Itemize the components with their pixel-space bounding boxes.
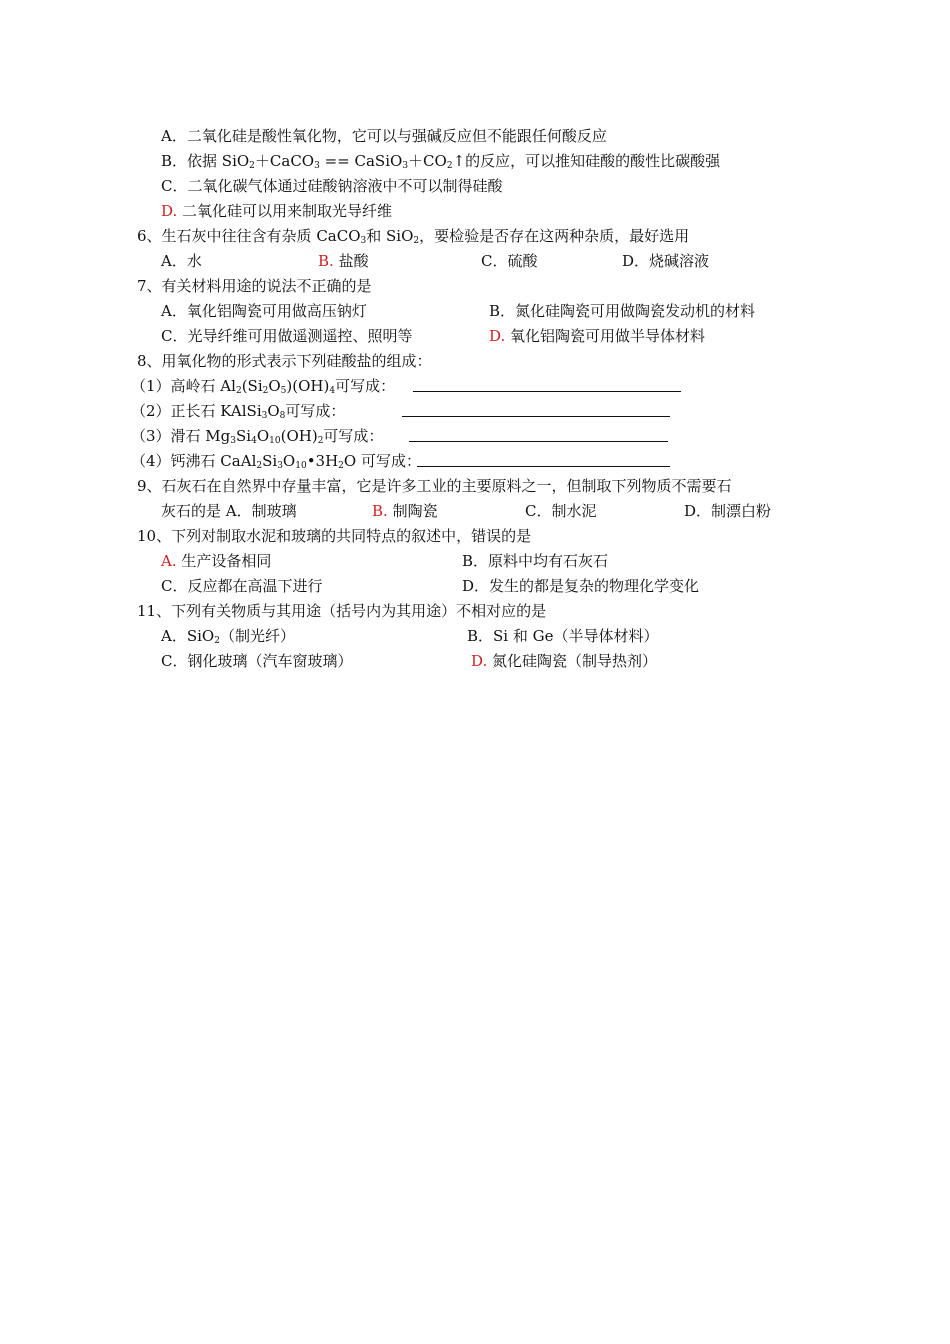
answer-blank[interactable] — [413, 391, 681, 392]
q6-option-c: C．硫酸 — [481, 252, 538, 270]
q9-option-c: C．制水泥 — [525, 502, 597, 520]
q11-option-c: C．钢化玻璃（汽车窗玻璃） — [161, 652, 353, 670]
answer-marker: D. — [161, 202, 178, 220]
answer-marker: B. — [318, 252, 334, 270]
answer-marker: D. — [489, 327, 506, 345]
q11-option-b: B．Si 和 Ge（半导体材料） — [467, 627, 659, 645]
q7-option-a: A．氧化铝陶瓷可用做高压钠灯 — [161, 302, 367, 320]
q9-option-a: 灰石的是 A．制玻璃 — [161, 502, 297, 520]
q9-option-b: B. 制陶瓷 — [372, 502, 438, 520]
worksheet-page: A．二氧化硅是酸性氧化物，它可以与强碱反应但不能跟任何酸反应 B．依据 SiO$_2$＋CaCO$_3$ == $CaSiO_3+CO_2↑$的反应，可以推知硅酸的酸性比碳酸强 C．二氧化碳气体通过硅酸钠溶液中不可以制得硅酸 D. 二氧化硅可以用来制取光导纤维 6、生石灰中往往含有杂质 CaCO$_3$和 SiO$_2$，要检验是否存在这两种杂质，最好选用 A．水 B. 盐酸 C．硫酸 D．烧碱溶液 7、有关材料用途的说法不正确的是 A．氧化铝陶瓷可用做高压钠灯 B．氮化硅陶瓷可用做陶瓷发动机的材料 C．光导纤维可用做遥测遥控、照明等 D. 氧化铝陶瓷可用做半导体材料 8、用氧化物的形式表示下列硅酸盐的组成： （1）高岭石 $Al_2(Si_2O_5)(OH)_4$可写成： （2）正长石 $KAlSi_3O_8$可写成： （3）滑石 $Mg_3Si_4O_{10}(OH)_2$可写成： （4）钙沸石 $CaAl_2Si_3O_{10}•3H_2O$ 可写成： 9、石灰石在自然界中存量丰富，它是许多工业的主要原料之一，但制取下列物质不需要石 灰石的是 A．制玻璃 B. 制陶瓷 C．制水泥 D．制漂白粉 10、下列对制取水泥和玻璃的共同特点的叙述中，错误的是 A. 生产设备相同 B．原料中均有石灰石 C．反应都在高温下进行 D．发生的都是复杂的物理化学变化 11、下列有关物质与其用途（括号内为其用途）不相对应的是 A．SiO$_2$（制光纤） B．Si 和 Ge（半导体材料） C．钢化玻璃（汽车窗玻璃） D. 氮化硅陶瓷（制导热剂） — [131, 127, 772, 670]
answer-marker: A. — [161, 552, 177, 570]
q7-option-b: B．氮化硅陶瓷可用做陶瓷发动机的材料 — [489, 302, 756, 320]
answer-blank[interactable] — [402, 416, 670, 417]
q6-option-d: D．烧碱溶液 — [622, 252, 710, 270]
q10-option-d: D．发生的都是复杂的物理化学变化 — [462, 577, 700, 595]
q11-option-a: A．SiO$_2$（制光纤） — [161, 627, 295, 646]
q7-option-d: D. 氧化铝陶瓷可用做半导体材料 — [489, 327, 706, 345]
answer-blank[interactable] — [417, 466, 670, 467]
q9-option-d: D．制漂白粉 — [684, 502, 772, 520]
q7-option-c: C．光导纤维可用做遥测遥控、照明等 — [161, 327, 413, 345]
q6-option-b: B. 盐酸 — [318, 252, 369, 270]
q11-option-d: D. 氮化硅陶瓷（制导热剂） — [471, 652, 658, 670]
answer-marker: B. — [372, 502, 388, 520]
q6-option-a: A．水 — [161, 252, 202, 270]
q10-option-a: A. 生产设备相同 — [161, 552, 272, 570]
q10-option-c: C．反应都在高温下进行 — [161, 577, 323, 595]
q10-option-b: B．原料中均有石灰石 — [462, 552, 609, 570]
answer-marker: D. — [471, 652, 488, 670]
answer-blank[interactable] — [409, 441, 668, 442]
